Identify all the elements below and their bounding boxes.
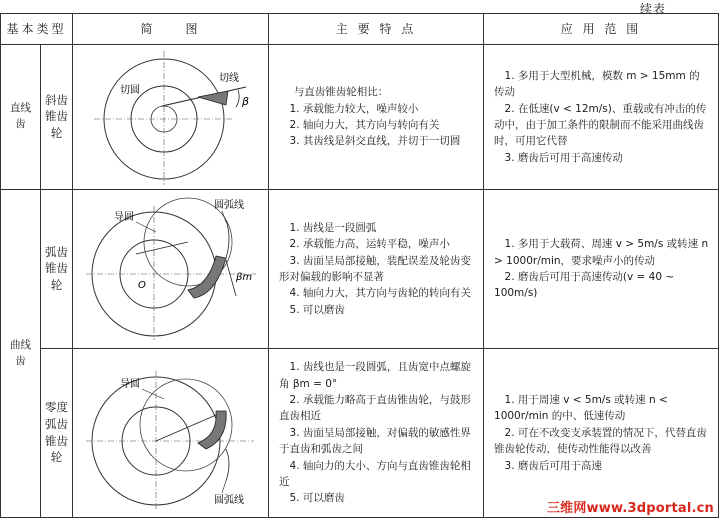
application-cell: [484, 190, 719, 349]
helical-bevel-gear-diagram: [76, 47, 266, 187]
helix-angle-label: β: [241, 95, 249, 108]
feature-item: 3. 齿面呈局部接触，装配误差及轮齿变形对偏载的影响不显著: [279, 254, 471, 283]
feature-item: 4. 轴向力的大小、方向与直齿锥齿轮相近: [279, 459, 471, 488]
spiral-bevel-gear-diagram: [76, 194, 266, 344]
feature-item: 5. 可以磨齿: [289, 303, 345, 316]
header-features: 主 要 特 点: [269, 14, 484, 45]
diagram-cell: [73, 45, 269, 190]
application-item: 1. 多用于大型机械，模数 m > 15mm 的传动: [494, 69, 700, 99]
subtype-cell: [41, 349, 73, 518]
feature-item: 2. 轴向力大，其方向与转向有关: [289, 119, 440, 131]
guide-circle-label: 导圆: [119, 379, 140, 390]
application-cell: [484, 349, 719, 518]
application-item: 3. 磨齿后可用于高速: [504, 459, 602, 472]
arc-line: [226, 449, 229, 481]
diagram-cell: [73, 190, 269, 349]
angle-line: [226, 260, 236, 296]
guide-radius: [156, 415, 216, 441]
category-curved: [1, 190, 41, 518]
gear-type-table: [0, 13, 719, 518]
arc-line-label: 圆弧线: [213, 200, 244, 211]
gear-tooth: [198, 91, 228, 105]
feature-item: 1. 齿线是一段圆弧: [289, 221, 377, 234]
feature-item: 2. 承载能力高，运转平稳，噪声小: [289, 238, 450, 251]
watermark-logo: 三维网www.3dportal.cn: [545, 497, 716, 516]
table-row: [1, 45, 719, 190]
guide-leader: [136, 222, 156, 232]
subtype-cell: [41, 45, 73, 190]
application-item: 1. 多用于大载荷、周速 v > 5m/s 或转速 n > 1000r/min，要求噪声小的传动: [494, 238, 709, 267]
table-row: [1, 349, 719, 518]
application-cell: [484, 45, 719, 190]
feature-item: 4. 轴向力大，其方向与齿轮的转向有关: [289, 287, 471, 300]
subtype-label: 弧齿锥齿轮: [45, 244, 68, 292]
table-row: [1, 190, 719, 349]
application-item: 3. 磨齿后可用于高速传动: [504, 151, 623, 164]
feature-item: 3. 其齿线是斜交直线，并切于一切圆: [289, 135, 461, 148]
spiral-angle-label: βm: [235, 272, 252, 283]
spiral-tooth: [188, 256, 226, 298]
subtype-cell: [41, 190, 73, 349]
feature-item: 2. 承载能力略高于直齿锥齿轮，与鼓形直齿相近: [279, 394, 471, 423]
guide-leader: [142, 389, 164, 399]
helix-angle-arc: [236, 90, 239, 107]
center-label: O: [137, 280, 146, 291]
category-label: 直线齿: [10, 102, 31, 130]
arc-leader: [222, 211, 226, 222]
feature-item: 1. 承载能力较大，噪声较小: [289, 102, 419, 115]
application-item: 2. 磨齿后可用于高速传动(v = 40 ~ 100m/s): [494, 271, 675, 300]
zerol-bevel-gear-diagram: [76, 353, 266, 513]
subtype-label: 斜齿锥齿轮: [45, 92, 68, 140]
continued-label: 续表: [639, 2, 666, 16]
header-type: 基本类型: [1, 14, 73, 45]
subtype-label: 零度弧齿锥齿轮: [45, 400, 68, 465]
application-item: 2. 可在不改变支承装置的情况下，代替直齿锥齿轮传动，使传动性能得以改善: [494, 426, 707, 456]
arc-leader: [222, 481, 226, 493]
header-diagram: 简 图: [73, 14, 269, 45]
feature-item: 1. 齿线也是一段圆弧，且齿宽中点螺旋角 βm = 0°: [279, 361, 471, 390]
arc-line-label: 圆弧线: [213, 495, 244, 506]
feature-item: 3. 齿面呈局部接触，对偏载的敏感性界于直齿和弧齿之间: [279, 426, 471, 456]
features-cell: [269, 349, 484, 518]
diagram-cell: [73, 349, 269, 518]
feature-item: 5. 可以磨齿: [289, 492, 345, 505]
application-item: 2. 在低速(v < 12m/s)、重载或有冲击的传动中，由于加工条件的限制而不能采用曲线齿时，可用它代替: [494, 102, 707, 148]
tangent-circle-label: 切圆: [119, 85, 140, 96]
table-header-row: [1, 14, 719, 45]
application-item: 1. 用于周速 v < 5m/s 或转速 n < 1000r/min 的中、低速传动: [494, 394, 668, 423]
header-application: 应 用 范 围: [484, 14, 719, 45]
features-cell: [269, 45, 484, 190]
feature-item: 与直齿锥齿轮相比：: [293, 86, 389, 99]
features-cell: [269, 190, 484, 349]
guide-circle-label: 导圆: [113, 212, 134, 223]
category-label: 曲线齿: [10, 338, 31, 367]
category-straight: [1, 45, 41, 190]
tangent-line-label: 切线: [218, 73, 239, 84]
